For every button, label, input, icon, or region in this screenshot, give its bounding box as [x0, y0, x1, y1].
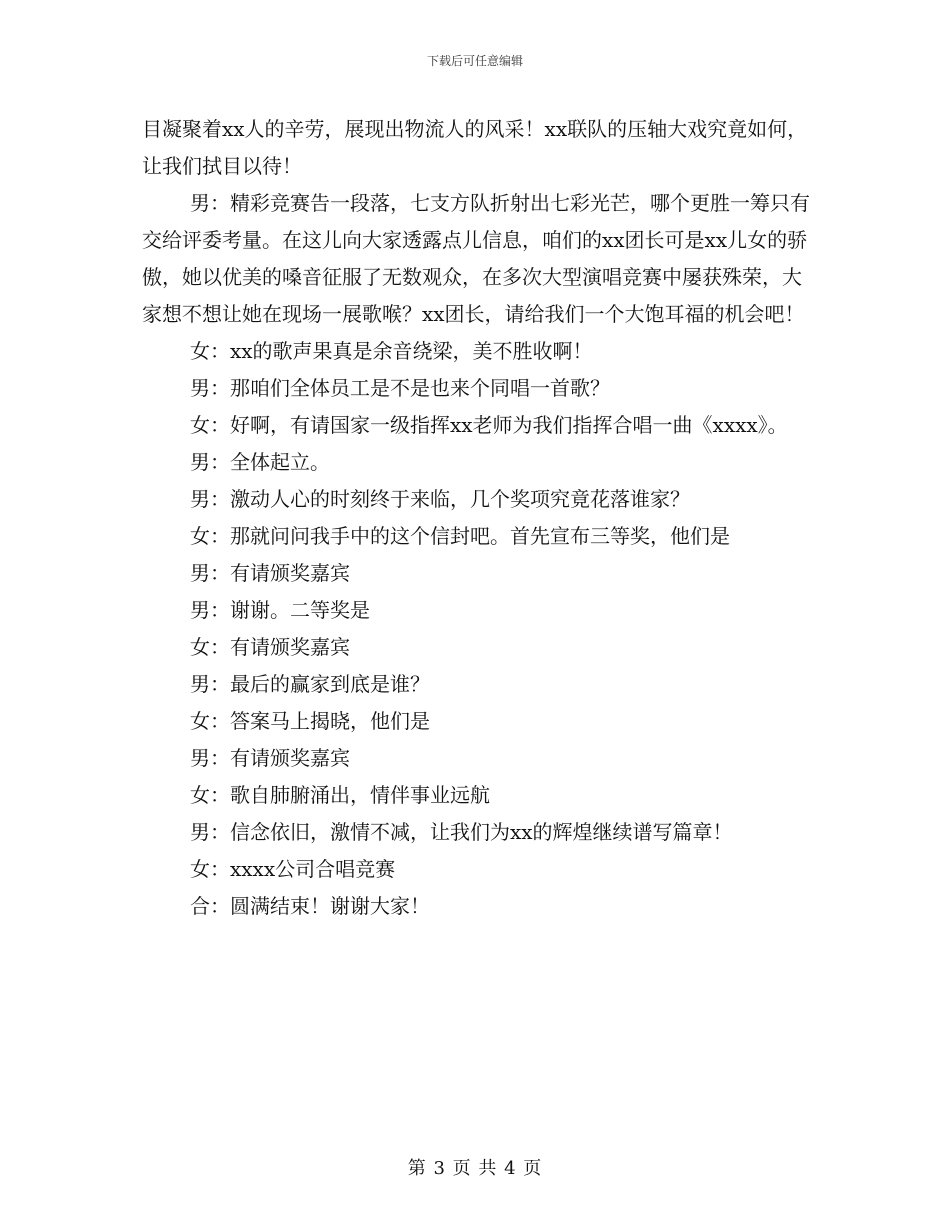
paragraph: 合：圆满结束！谢谢大家！: [190, 894, 430, 918]
paragraph: 女：xx的歌声果真是余音绕梁，美不胜收啊！: [190, 339, 593, 363]
page-header: 下载后可任意编辑: [426, 54, 523, 68]
paragraph: 女：有请颁奖嘉宾: [190, 635, 350, 659]
paragraph: 女：xxxx公司合唱竞赛: [190, 857, 396, 881]
paragraph: 男：激动人心的时刻终于来临，几个奖项究竟花落谁家？: [190, 487, 690, 511]
paragraph: 目凝聚着xx人的辛劳，展现出物流人的风采！xx联队的压轴大戏究竟如何，让我们拭目以待！: [142, 117, 808, 178]
paragraph: 女：歌自肺腑涌出，情伴事业远航: [190, 783, 490, 807]
paragraph: 女：答案马上揭晓，他们是: [190, 709, 430, 733]
paragraph: 女：好啊，有请国家一级指挥xx老师为我们指挥合唱一曲《xxxx》。: [190, 413, 788, 437]
paragraph: 女：那就问问我手中的这个信封吧。首先宣布三等奖，他们是: [190, 524, 730, 548]
paragraph: 男：那咱们全体员工是不是也来个同唱一首歌？: [190, 376, 610, 400]
paragraph: 男：有请颁奖嘉宾: [190, 561, 350, 585]
paragraph: 男：最后的赢家到底是谁？: [190, 672, 430, 696]
paragraph: 男：有请颁奖嘉宾: [190, 746, 350, 770]
paragraph: 男：精彩竞赛告一段落，七支方队折射出七彩光芒，哪个更胜一筹只有交给评委考量。在这儿向大家透露点儿信息，咱们的xx团长可是xx儿女的骄傲，她以优美的嗓音征服了无数观众，在多次大型演唱竞赛中屡获殊荣，大家想不想让她在现场一展歌喉？xx团长，请给我们一个大饱耳福的机会吧！: [142, 191, 810, 326]
document-body: [142, 111, 812, 925]
page-number-footer: 第 3 页 共 4 页: [407, 1158, 543, 1179]
paragraph: 男：信念依旧，激情不减，让我们为xx的辉煌继续谱写篇章！: [190, 820, 733, 844]
paragraph: 男：全体起立。: [190, 450, 330, 474]
paragraph: 男：谢谢。二等奖是: [190, 598, 370, 622]
